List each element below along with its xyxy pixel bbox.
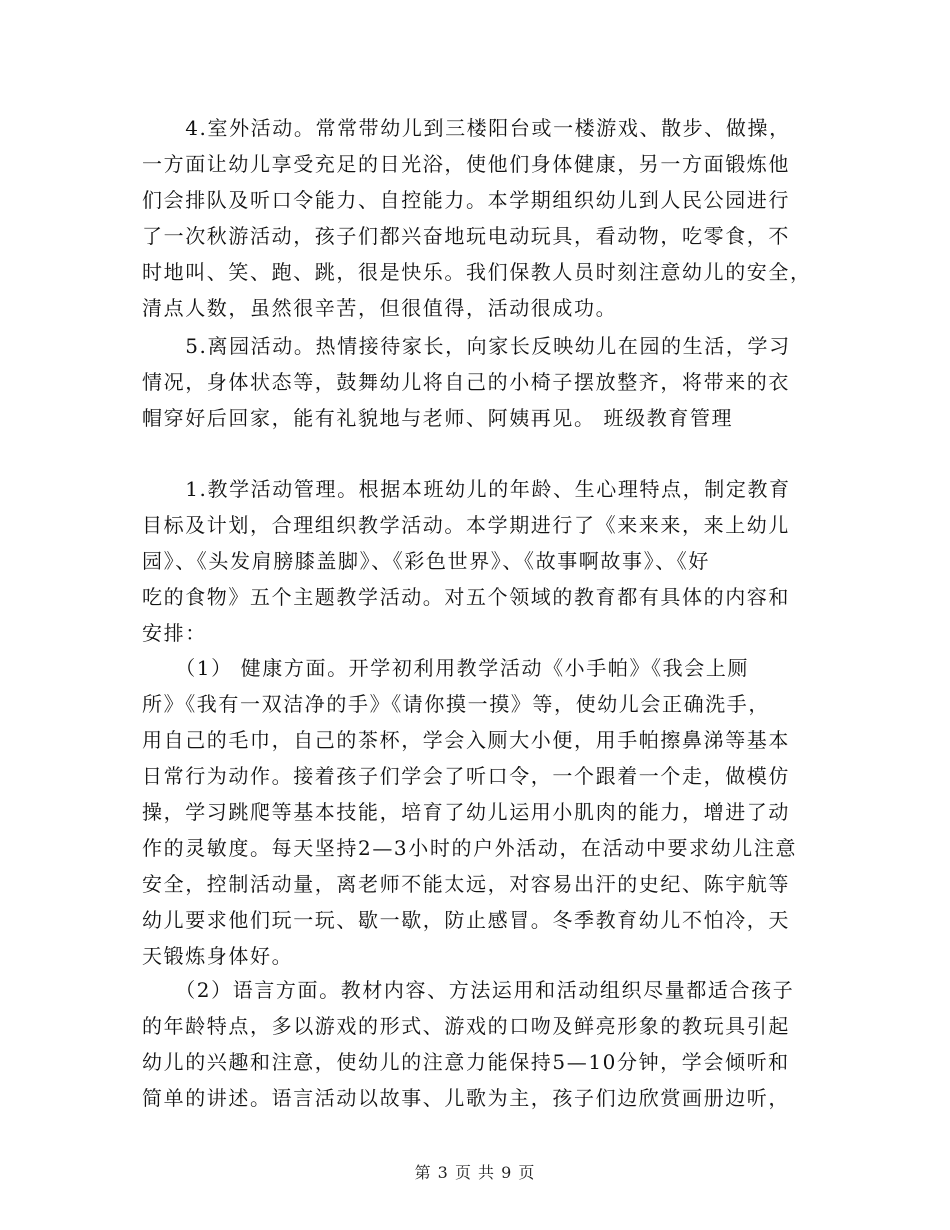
paragraph-outdoor-activities: 4.室外活动。常常带幼儿到三楼阳台或一楼游戏、散步、做操， 一方面让幼儿享受充足的日光浴，使他们身体健康，另一方面锻炼他 们会排队及听口令能力、自控能力。本学期组织幼儿到人民公园进行 了一次秋游活动，孩子们都兴奋地玩电动玩具，看动物，吃零食，不 时地叫、笑、跑、跳，很是快乐。我们保教人员时刻注意幼儿的安全， 清点人数，虽然很辛苦，但很值得，活动很成功。 <box>142 116 812 320</box>
paragraph-departure-activities: 5.离园活动。热情接待家长，向家长反映幼儿在园的生活，学习 情况，身体状态等，鼓舞幼儿将自己的小椅子摆放整齐，将带来的衣 帽穿好后回家，能有礼貌地与老师、阿姨再见。 班级教育管理 <box>142 334 791 430</box>
paragraph-health: （1） 健康方面。开学初利用教学活动《小手帕》《我会上厕 所》《我有一双洁净的手》《请你摸一摸》等，使幼儿会正确洗手， 用自己的毛巾，自己的茶杯，学会入厕大小便，用手帕擦鼻涕等基本 日常行为动作。接着孩子们学会了听口令，一个跟着一个走，做模仿 操，学习跳爬等基本技能，培育了幼儿运用小肌肉的能力，增进了动 作的灵敏度。每天坚持2—3小时的户外活动，在活动中要求幼儿注意 安全，控制活动量，离老师不能太远，对容易出汗的史纪、陈宇航等 幼儿要求他们玩一玩、歇一歇，防止感冒。冬季教育幼儿不怕冷，天 天锻炼身体好。 <box>142 656 798 968</box>
page-footer: 第 3 页 共 9 页 <box>414 1163 536 1182</box>
paragraph-teaching-management: 1.教学活动管理。根据本班幼儿的年龄、生心理特点，制定教育 目标及计划，合理组织教学活动。本学期进行了《来来来，来上幼儿 园》、《头发肩膀膝盖脚》、《彩色世界》、《故事啊故事》、《好 吃的食物》五个主题教学活动。对五个领域的教育都有具体的内容和 安排： <box>142 477 791 645</box>
paragraph-language: （2）语言方面。教材内容、方法运用和活动组织尽量都适合孩子 的年龄特点，多以游戏的形式、游戏的口吻及鲜亮形象的教玩具引起 幼儿的兴趣和注意，使幼儿的注意力能保持5—10分钟，学会倾听和 简单的讲述。语言活动以故事、儿歌为主，孩子们边欣赏画册边听， <box>142 978 795 1110</box>
